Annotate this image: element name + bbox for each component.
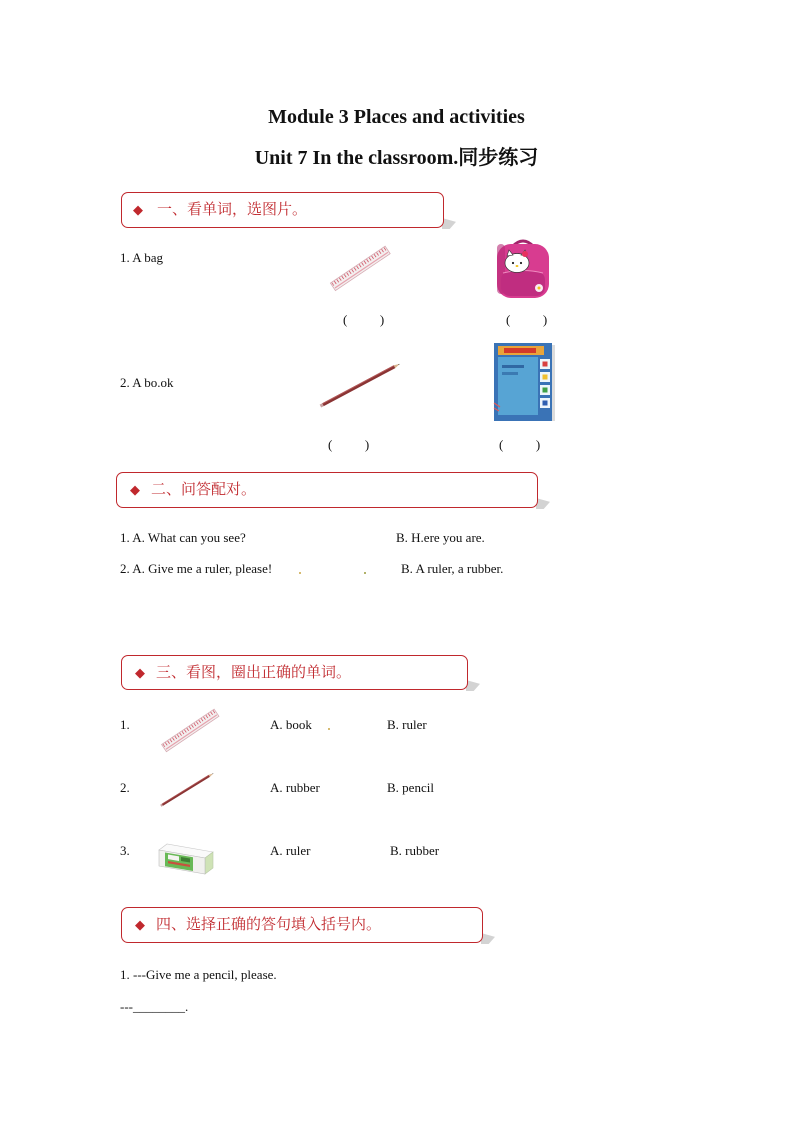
part2-question-1: 1. A. What can you see? [120, 530, 246, 545]
pencil-tip [209, 772, 215, 777]
section-heading-1: 一、看单词，选图片。 [157, 202, 308, 218]
part1-prompt-2: 2. A bo.ok [120, 375, 174, 390]
part1-prompt-1: 1. A bag [120, 250, 163, 265]
diamond-icon: ◆ [133, 202, 143, 217]
ruler-ticks [163, 710, 216, 747]
answer-bracket: ( ) [328, 437, 370, 452]
section-header-2 [116, 472, 538, 508]
book-picture [490, 341, 558, 423]
part4-answer-line-1: ---________. [120, 999, 189, 1014]
section-heading-2: 二、问答配对。 [151, 482, 257, 498]
document-subtitle: Unit 7 In the classroom.同步练习 [254, 147, 539, 169]
part3-option-a-2: A. rubber [270, 780, 320, 795]
part2-question-2: 2. A. Give me a ruler, please! [120, 561, 273, 576]
section-heading-3: 三、看图，圈出正确的单词。 [156, 664, 352, 681]
document-title: Module 3 Places and activities [268, 106, 525, 128]
part3-number-3: 3. [120, 843, 130, 858]
answer-bracket: ( ) [506, 312, 548, 327]
pencil-body [322, 365, 395, 406]
part3-option-a-1: A. book [270, 717, 312, 732]
part3-number-2: 2. [120, 780, 130, 795]
diamond-icon: ◆ [135, 664, 145, 680]
part2-answer-2: B. A ruler, a rubber. [401, 561, 504, 576]
pencil-picture [158, 770, 218, 808]
section-header-shadow [442, 218, 456, 229]
pencil-picture [314, 355, 414, 411]
part3-option-a-3: A. ruler [270, 843, 311, 858]
section-header-shadow [536, 498, 550, 509]
speck [299, 572, 301, 574]
schoolbag-picture [492, 235, 554, 300]
diamond-icon: ◆ [130, 482, 140, 497]
speck [328, 728, 330, 730]
section-heading-4: 四、选择正确的答句填入括号内。 [156, 917, 382, 933]
answer-bracket: ( ) [343, 312, 385, 327]
section-header-4 [121, 907, 483, 943]
pencil-body [162, 775, 210, 806]
part3-number-1: 1. [120, 717, 130, 732]
section-header-1 [121, 192, 444, 228]
answer-bracket: ( ) [499, 437, 541, 452]
diamond-icon: ◆ [135, 917, 145, 932]
part3-option-b-3: B. rubber [390, 843, 440, 858]
part4-prompt-1: 1. ---Give me a pencil, please. [120, 967, 277, 982]
part3-option-b-2: B. pencil [387, 780, 434, 795]
ruler-ticks [332, 247, 387, 286]
ruler-picture [328, 243, 392, 293]
section-header-3 [121, 655, 468, 690]
part3-option-b-1: B. ruler [387, 717, 427, 732]
rubber-picture [155, 836, 215, 880]
section-header-shadow [466, 680, 480, 691]
speck [364, 572, 366, 574]
section-header-shadow [481, 933, 495, 944]
ruler-picture [158, 706, 222, 754]
schoolbag-pocket [501, 271, 545, 296]
part2-answer-1: B. H.ere you are. [396, 530, 485, 545]
